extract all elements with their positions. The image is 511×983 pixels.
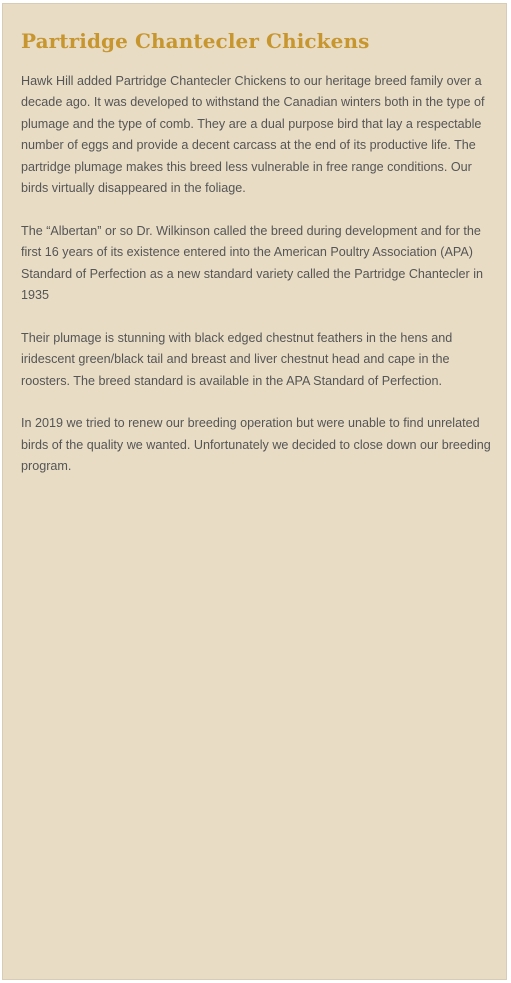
paragraph-plumage: Their plumage is stunning with black edged chestnut feathers in the hens and iridescent green/black tail and breast and liver chestnut head and cape in the roosters. The breed standard is available in the APA Standard of Perfection. (21, 330, 453, 388)
paragraph-closure: In 2019 we tried to renew our breeding operation but were unable to find unrelated birds of the quality we wanted. Unfortunately we decided to close down our breeding program. (21, 416, 491, 474)
page-title: Partridge Chantecler Chickens (21, 29, 370, 53)
article-body (21, 71, 496, 499)
paragraph-intro: Hawk Hill added Partridge Chantecler Chickens to our heritage breed family over a decade ago. It was developed to withstand the Canadian winters both in the type of plumage and the type of comb. They are a dual purpose bird that lay a respectable number of eggs and provide a decent carcass at the end of its productive life. The partridge plumage makes this breed less vulnerable in free range conditions. Our birds virtually disappeared in the foliage. (21, 74, 485, 196)
paragraph-history: The “Albertan” or so Dr. Wilkinson called the breed during development and for the first 16 years of its existence entered into the American Poultry Association (APA) Standard of Perfection as a new standard variety called the Partridge Chantecler in 1935 (21, 223, 484, 303)
content-panel (2, 3, 507, 980)
